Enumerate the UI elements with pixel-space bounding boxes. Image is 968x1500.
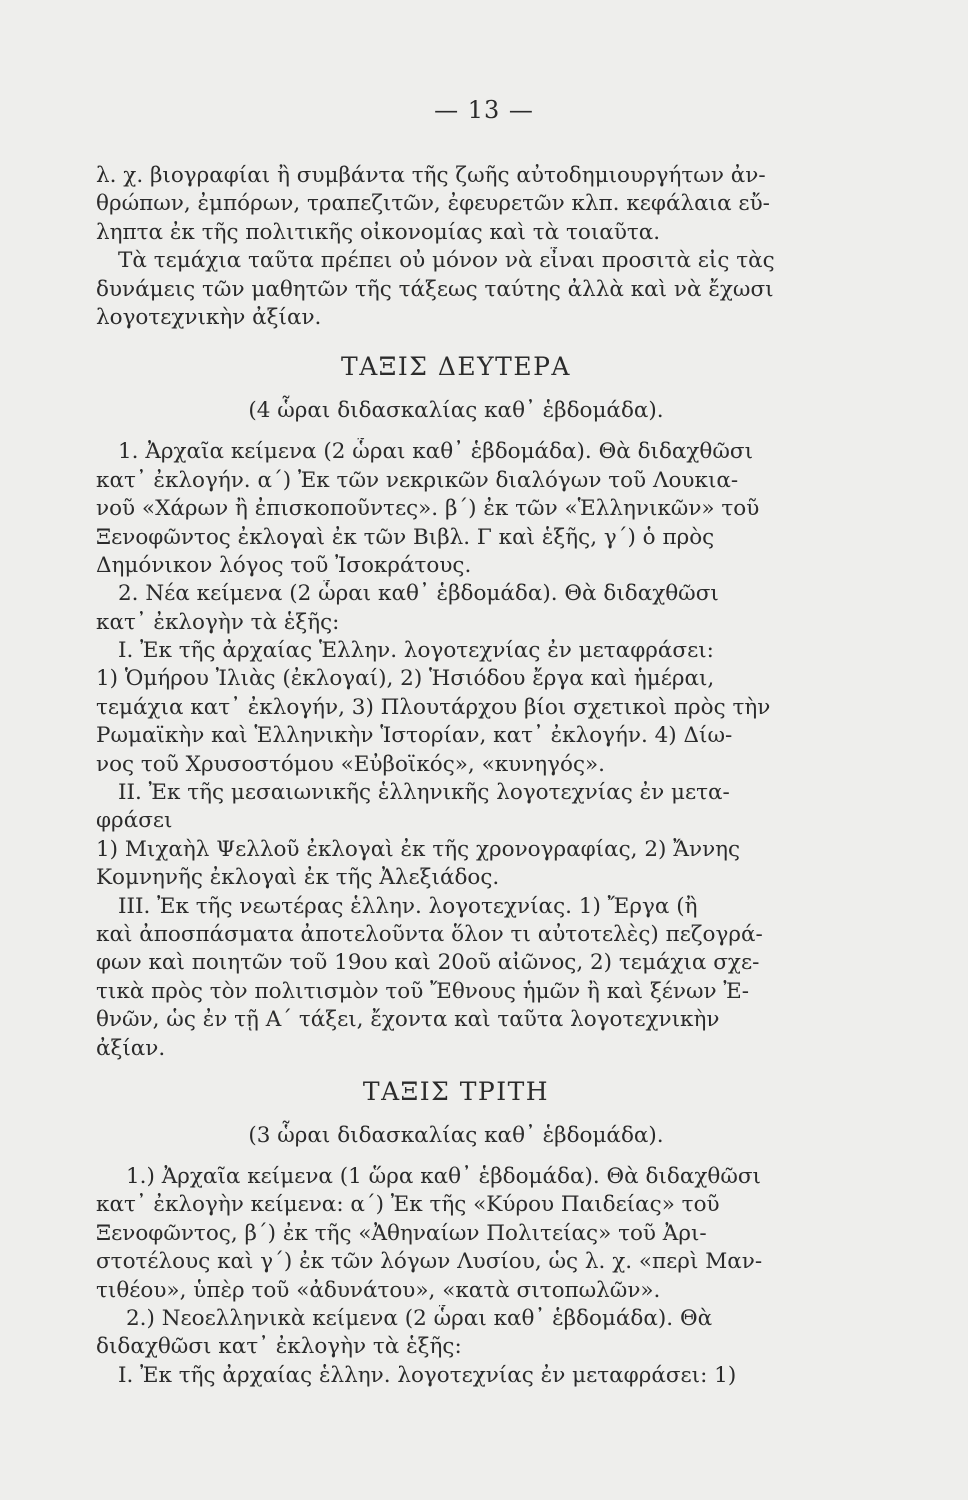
text-line: λ. χ. βιογραφίαι ἢ συμβάντα τῆς ζωῆς αὐτοδημιουργήτων ἀν- [96,163,766,188]
text-line: στοτέλους καὶ γ´) ἐκ τῶν λόγων Λυσίου, ὡς λ. χ. «περὶ Μαν- [96,1249,763,1275]
text-line: II. Ἐκ τῆς μεσαιωνικῆς ἑλληνικῆς λογοτεχνίας ἐν μετα- [118,780,730,806]
text-line: καὶ ἀποσπάσματα ἀποτελοῦντα ὅλον τι αὐτοτελὲς) πεζογρά- [96,921,763,947]
text-line: Τὰ τεμάχια ταῦτα πρέπει οὐ μόνον νὰ εἶναι προσιτὰ εἰς τὰς [118,248,775,274]
text-line: Ρωμαϊκὴν καὶ Ἑλληνικὴν Ἱστορίαν, κατ᾽ ἐκλογήν. 4) Δίω- [96,723,733,749]
text-line: νοῦ «Χάρων ἢ ἐπισκοποῦντες». β´) ἐκ τῶν «Ἑλληνικῶν» τοῦ [96,496,760,522]
text-line: ἀξίαν. [96,1035,166,1061]
text-line: κατ᾽ ἐκλογὴν κείμενα: α´) Ἐκ τῆς «Κύρου Παιδείας» τοῦ [96,1192,720,1218]
text-line: διδαχθῶσι κατ᾽ ἐκλογὴν τὰ ἑξῆς: [96,1334,462,1360]
text-line: 1) Ὁμήρου Ἰλιὰς (ἐκλογαί), 2) Ἡσιόδου ἔργα καὶ ἡμέραι, [96,666,715,692]
section-subtitle-second-class: (4 ὧραι διδασκαλίας καθ᾽ ἑβδομάδα). [248,398,664,424]
section-subtitle-third-class: (3 ὧραι διδασκαλίας καθ᾽ ἑβδομάδα). [248,1122,664,1148]
section-heading-third-class: ΤΑΞΙΣ ΤΡΙΤΗ [362,1076,550,1106]
text-line: δυνάμεις τῶν μαθητῶν τῆς τάξεως ταύτης ἀλλὰ καὶ νὰ ἔχωσι [96,276,774,302]
text-line: 1.) Ἀρχαῖα κείμενα (1 ὥρα καθ᾽ ἑβδομάδα). Θὰ διδαχθῶσι [126,1163,761,1189]
text-line: 2.) Νεοελληνικὰ κείμενα (2 ὧραι καθ᾽ ἑβδομάδα). Θὰ [126,1305,713,1331]
text-line: θρώπων, ἐμπόρων, τραπεζιτῶν, ἐφευρετῶν κλπ. κεφάλαια εὔ- [96,191,770,217]
text-line: κατ᾽ ἐκλογὴν τὰ ἑξῆς: [96,609,340,635]
text-line: φων καὶ ποιητῶν τοῦ 19ου καὶ 20οῦ αἰῶνος, 2) τεμάχια σχε- [96,950,760,976]
text-line: 1. Ἀρχαῖα κείμενα (2 ὧραι καθ᾽ ἑβδομάδα). Θὰ διδαχθῶσι [118,439,754,465]
text-line: θνῶν, ὡς ἐν τῇ Α´ τάξει, ἔχοντα καὶ ταῦτα λογοτεχνικὴν [96,1007,720,1033]
text-line: III. Ἐκ τῆς νεωτέρας ἑλλην. λογοτεχνίας. 1) Ἔργα (ἢ [118,893,698,919]
text-line: 1) Μιχαὴλ Ψελλοῦ ἐκλογαὶ ἐκ τῆς χρονογραφίας, 2) Ἄννης [96,836,741,862]
text-line: Ξενοφῶντος, β´) ἐκ τῆς «Ἀθηναίων Πολιτείας» τοῦ Ἀρι- [96,1220,707,1246]
page-number: — 13 — [434,96,534,124]
section-heading-second-class: ΤΑΞΙΣ ΔΕΥΤΕΡΑ [341,352,571,382]
text-line: τιθέου», ὑπὲρ τοῦ «ἀδυνάτου», «κατὰ σιτοπωλῶν». [96,1277,661,1303]
text-line: τικὰ πρὸς τὸν πολιτισμὸν τοῦ Ἔθνους ἡμῶν ἢ καὶ ξένων Ἐ- [96,978,750,1004]
text-line: Ξενοφῶντος ἐκλογαὶ ἐκ τῶν Βιβλ. Γ καὶ ἑξῆς, γ´) ὁ πρὸς [96,524,715,550]
page-body [96,162,796,1390]
text-line: τεμάχια κατ᾽ ἐκλογήν, 3) Πλουτάρχου βίοι σχετικοὶ πρὸς τὴν [96,694,771,720]
text-line: I. Ἐκ τῆς ἀρχαίας ἑλλην. λογοτεχνίας ἐν μεταφράσει: 1) [118,1362,737,1388]
text-line: λογοτεχνικὴν ἀξίαν. [96,304,322,330]
text-line: κατ᾽ ἐκλογήν. α´) Ἐκ τῶν νεκρικῶν διαλόγων τοῦ Λουκια- [96,467,739,493]
text-line: φράσει [96,808,173,834]
text-line: ληπτα ἐκ τῆς πολιτικῆς οἰκονομίας καὶ τὰ τοιαῦτα. [96,219,661,245]
text-line: Κομνηνῆς ἐκλογαὶ ἐκ τῆς Ἀλεξιάδος. [96,865,500,891]
text-line: 2. Νέα κείμενα (2 ὧραι καθ᾽ ἑβδομάδα). Θὰ διδαχθῶσι [118,581,719,607]
text-line: I. Ἐκ τῆς ἀρχαίας Ἑλλην. λογοτεχνίας ἐν μεταφράσει: [118,638,714,664]
text-line: νος τοῦ Χρυσοστόμου «Εὐβοϊκός», «κυνηγός». [96,751,606,777]
text-line: Δημόνικον λόγος τοῦ Ἰσοκράτους. [96,552,472,578]
